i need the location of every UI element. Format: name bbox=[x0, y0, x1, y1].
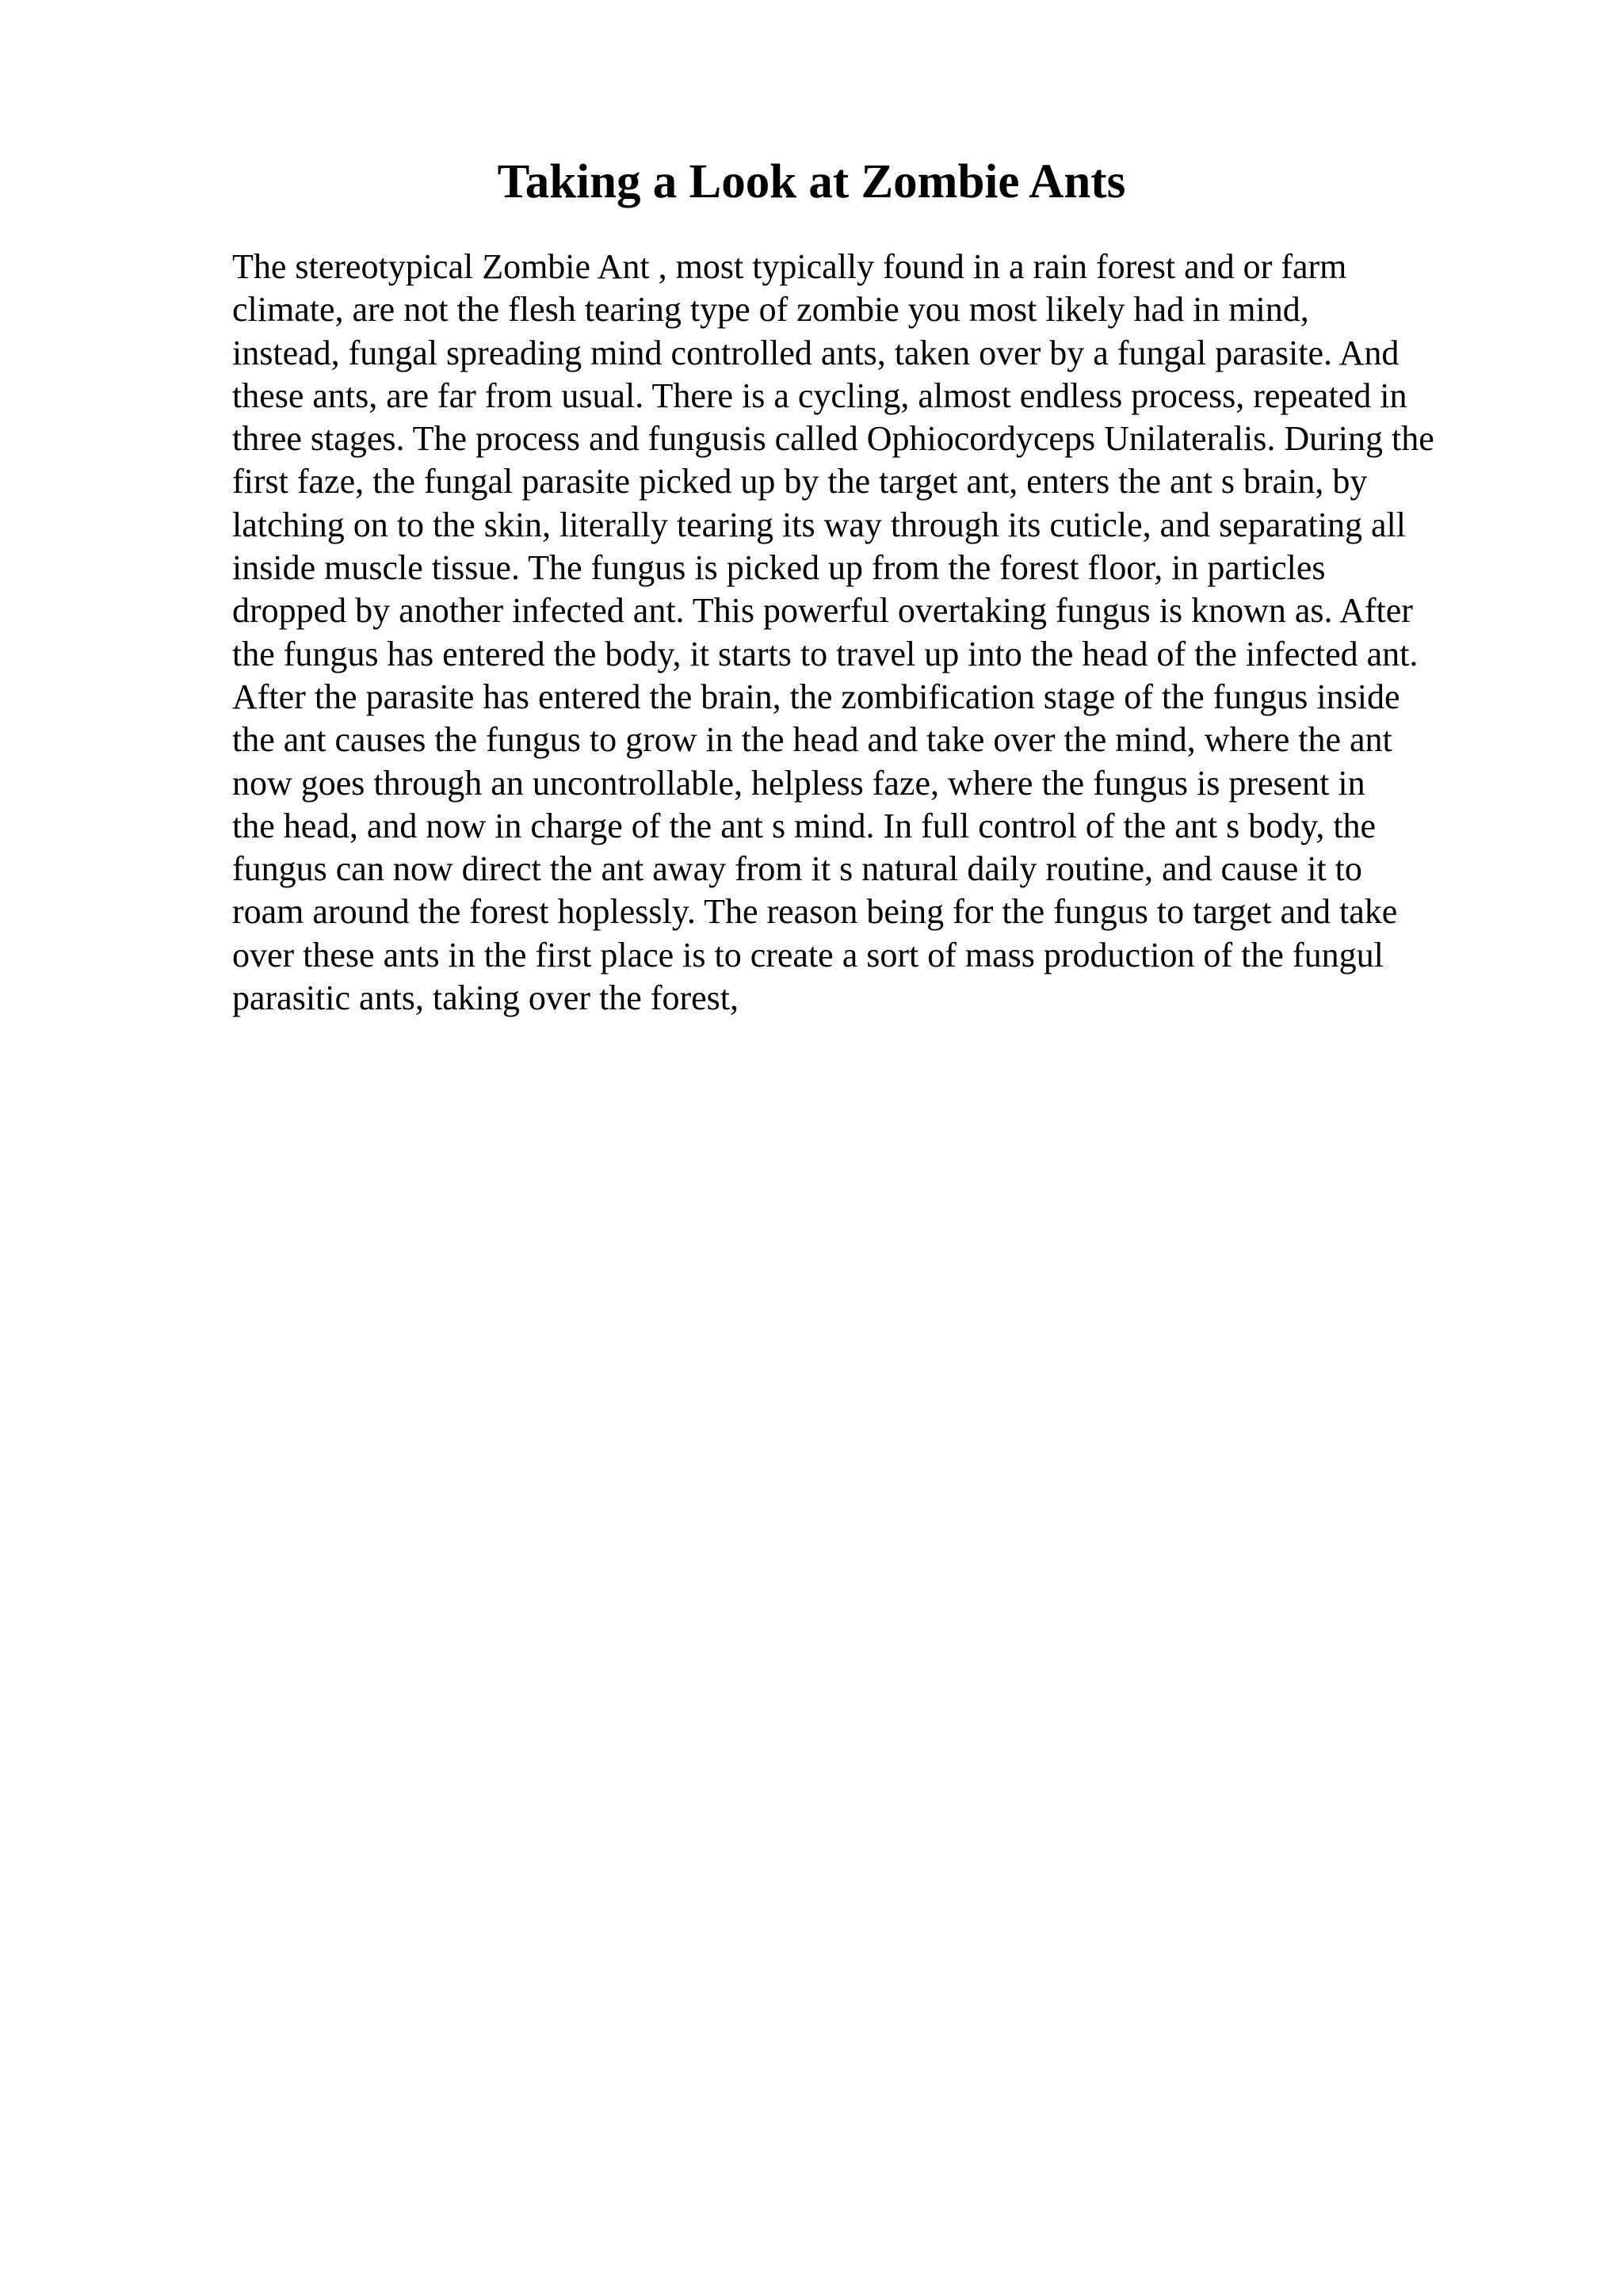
body-line: instead, fungal spreading mind controlled ants, taken over by a fungal parasite. And bbox=[232, 333, 1400, 372]
body-line: three stages. The process and fungusis called Ophiocordyceps Unilateralis. During the bbox=[232, 419, 1434, 459]
body-line: parasitic ants, taking over the forest, bbox=[232, 978, 739, 1018]
body-line: these ants, are far from usual. There is a cycling, almost endless process, repeated in bbox=[232, 376, 1407, 415]
body-line: latching on to the skin, literally tearing its way through its cuticle, and separating all bbox=[232, 505, 1406, 544]
body-line: now goes through an uncontrollable, helpless faze, where the fungus is present in bbox=[232, 763, 1365, 803]
body-line: The stereotypical Zombie Ant , most typically found in a rain forest and or farm bbox=[232, 247, 1347, 286]
document-body bbox=[232, 246, 1532, 1020]
body-line: over these ants in the first place is to create a sort of mass production of the fungul bbox=[232, 935, 1384, 974]
body-line: roam around the forest hoplessly. The reason being for the fungus to target and take bbox=[232, 892, 1398, 932]
body-line: the ant causes the fungus to grow in the head and take over the mind, where the ant bbox=[232, 720, 1392, 760]
body-line: climate, are not the flesh tearing type of zombie you most likely had in mind, bbox=[232, 290, 1309, 330]
body-line: first faze, the fungal parasite picked up by the target ant, enters the ant s brain, by bbox=[232, 462, 1368, 502]
body-line: the fungus has entered the body, it starts to travel up into the head of the infected ant. bbox=[232, 634, 1419, 673]
body-line: the head, and now in charge of the ant s mind. In full control of the ant s body, the bbox=[232, 806, 1377, 845]
document-title: Taking a Look at Zombie Ants bbox=[497, 155, 1126, 208]
body-line: fungus can now direct the ant away from it s natural daily routine, and cause it to bbox=[232, 849, 1362, 889]
body-line: After the parasite has entered the brain, the zombification stage of the fungus inside bbox=[232, 677, 1400, 716]
body-line: dropped by another infected ant. This powerful overtaking fungus is known as. After bbox=[232, 591, 1413, 631]
body-line: inside muscle tissue. The fungus is picked up from the forest floor, in particles bbox=[232, 548, 1326, 588]
